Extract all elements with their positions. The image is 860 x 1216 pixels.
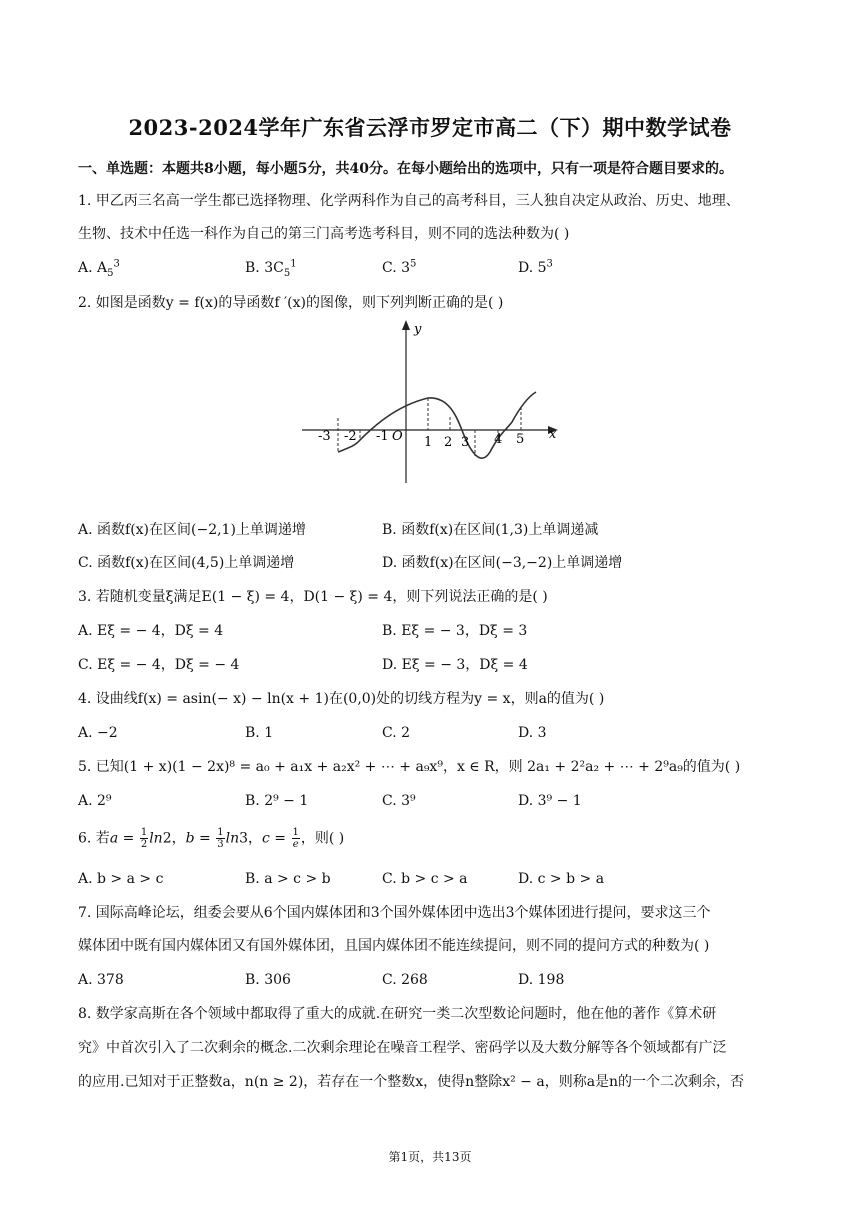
tick-label: 4 <box>494 432 503 447</box>
q5-option-a: A. 2⁹ <box>78 793 112 809</box>
q3-option-c: C. Eξ = − 4，Dξ = − 4 <box>78 657 240 673</box>
q7-stem-line1: 7. 国际高峰论坛，组委会要从6个国内媒体团和3个国外媒体团中选出3个媒体团进行提问，要求这三个 <box>78 905 711 921</box>
tick-label: 3 <box>461 435 470 450</box>
q7-stem-line2: 媒体团中既有国内媒体团又有国外媒体团，且国内媒体团不能连续提问，则不同的提问方式的种数为( ) <box>78 938 710 954</box>
tick-label: -2 <box>344 429 357 444</box>
q3-option-b: B. Eξ = − 3，Dξ = 3 <box>382 623 528 639</box>
q7-option-b: B. 306 <box>245 972 291 988</box>
section-heading: 一、单选题：本题共8小题，每小题5分，共40分。在每小题给出的选项中，只有一项是符合题目要求的。 <box>78 161 733 177</box>
origin-label: O <box>392 429 403 444</box>
x-axis-label: x <box>549 427 557 442</box>
tick-label: -1 <box>376 429 389 444</box>
q4-option-d: D. 3 <box>518 725 547 741</box>
tick-label: 2 <box>444 435 453 450</box>
q1-option-c: C. $3^5$ <box>382 258 417 276</box>
q4-option-c: C. 2 <box>382 725 411 741</box>
q3-option-d: D. Eξ = − 3，Dξ = 4 <box>382 657 528 673</box>
page-title: 2023-2024学年广东省云浮市罗定市高二（下）期中数学试卷 <box>128 115 732 140</box>
q3-stem: 3. 若随机变量ξ满足E(1 − ξ) = 4，D(1 − ξ) = 4，则下列说法正确的是( ) <box>78 589 548 605</box>
q8-stem-line3: 的应用.已知对于正整数a，n(n ≥ 2)，若存在一个整数x，使得n整除x² − a，则称a是n的一个二次剩余，否 <box>78 1074 745 1090</box>
tick-label: 1 <box>424 435 433 450</box>
q7-option-d: D. 198 <box>518 972 565 988</box>
q4-stem: 4. 设曲线f(x) = asin(− x) − ln(x + 1)在(0,0)处的切线方程为y = x，则a的值为( ) <box>78 691 605 707</box>
y-axis-label: y <box>414 322 422 337</box>
q6-option-d: D. c > b > a <box>518 871 605 887</box>
q4-option-a: A. −2 <box>78 725 118 741</box>
q5-option-b: B. 2⁹ − 1 <box>245 793 309 809</box>
q1-option-a: A. $A_5^3$ <box>78 258 120 279</box>
q2-stem: 2. 如图是函数y = f(x)的导函数f ′(x)的图像，则下列判断正确的是( ) <box>78 295 504 311</box>
q1-option-b: B. $3C_5^1$ <box>245 258 297 279</box>
q7-option-c: C. 268 <box>382 972 428 988</box>
q6-option-c: C. b > c > a <box>382 871 468 887</box>
q1-option-d: D. $5^3$ <box>518 258 553 276</box>
tick-label: -3 <box>318 429 331 444</box>
q2-option-a: A. 函数f(x)在区间(−2,1)上单调递增 <box>78 522 306 538</box>
q7-option-a: A. 378 <box>78 972 124 988</box>
q6-option-b: B. a > c > b <box>245 871 331 887</box>
q5-stem: 5. 已知(1 + x)(1 − 2x)⁸ = a₀ + a₁x + a₂x² + ⋯ + a₉x⁹，x ∈ R，则 2a₁ + 2²a₂ + ⋯ + 2⁹a₉的值为( ) <box>78 759 741 775</box>
tick-label: 5 <box>516 432 525 447</box>
q8-stem-line1: 8. 数学家高斯在各个领域中都取得了重大的成就.在研究一类二次型数论问题时，他在他的著作《算术研 <box>78 1006 717 1022</box>
q6-option-a: A. b > a > c <box>78 871 164 887</box>
derivative-graph <box>300 318 562 488</box>
q2-option-b: B. 函数f(x)在区间(1,3)上单调递减 <box>382 522 599 538</box>
q4-option-b: B. 1 <box>245 725 274 741</box>
q8-stem-line2: 究》中首次引入了二次剩余的概念.二次剩余理论在噪音工程学、密码学以及大数分解等各个领域都有广泛 <box>78 1040 727 1056</box>
q3-option-a: A. Eξ = − 4，Dξ = 4 <box>78 623 224 639</box>
q5-option-d: D. 3⁹ − 1 <box>518 793 582 809</box>
q6-stem: 6. 若a = $\frac{1}{2}$ ln2，b = $\frac{1}{3}$ ln3，c = $\frac{1}{e}$ ，则( ) <box>78 827 345 850</box>
derivative-curve <box>338 392 536 458</box>
q2-option-c: C. 函数f(x)在区间(4,5)上单调递增 <box>78 555 295 571</box>
page-footer: 第1页，共13页 <box>388 1150 472 1164</box>
q1-stem-line1: 1. 甲乙丙三名高一学生都已选择物理、化学两科作为自己的高考科目，三人独自决定从政治、历史、地理、 <box>78 193 740 209</box>
q1-stem-line2: 生物、技术中任选一科作为自己的第三门高考选考科目，则不同的选法种数为( ) <box>78 226 570 242</box>
q5-option-c: C. 3⁹ <box>382 793 416 809</box>
q2-option-d: D. 函数f(x)在区间(−3,−2)上单调递增 <box>382 555 623 571</box>
